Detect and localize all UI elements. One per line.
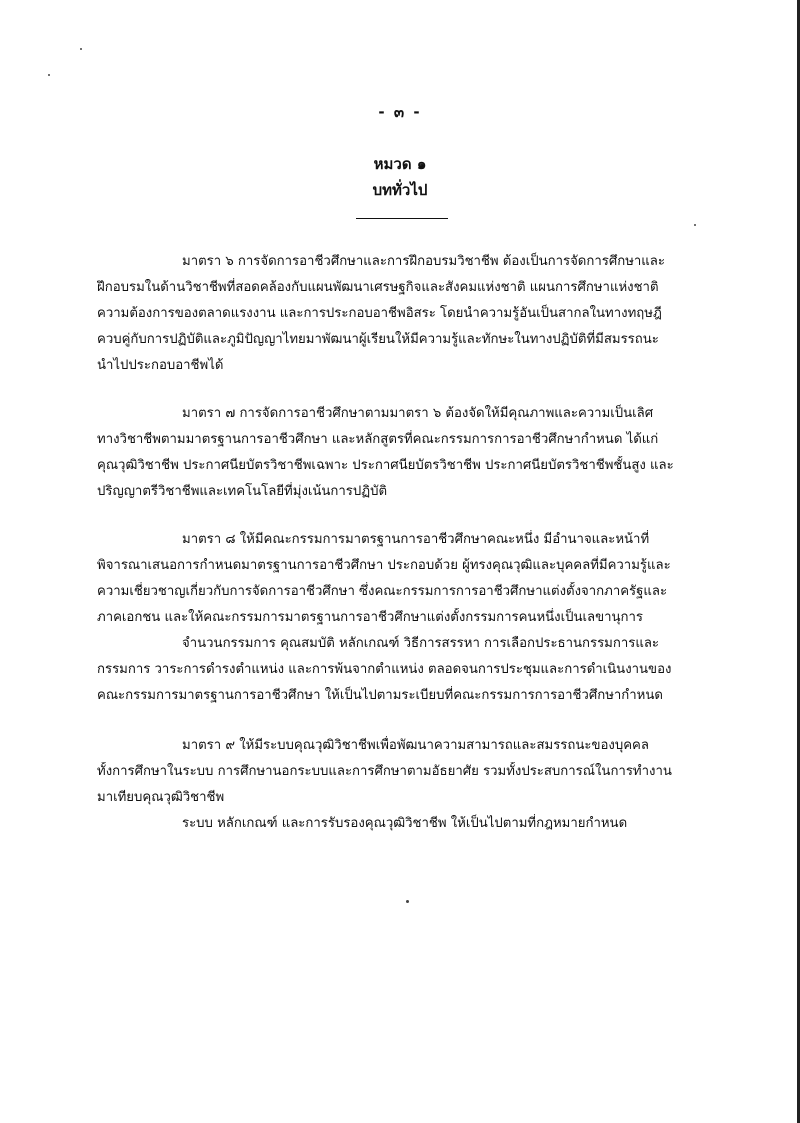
title-divider bbox=[356, 218, 448, 219]
section-8-line: ความเชี่ยวชาญเกี่ยวกับการจัดการอาชีวศึกษา ซึ่งคณะกรรมการการอาชีวศึกษาแต่งตั้งจากภาครัฐและ bbox=[97, 584, 668, 599]
scan-speck bbox=[694, 224, 696, 226]
page-number: - ๓ - bbox=[378, 103, 422, 121]
section-6-line: ความต้องการของตลาดแรงงาน และการประกอบอาชีพอิสระ โดยนำความรู้อันเป็นสากลในทางทฤษฎี bbox=[97, 306, 662, 321]
section-9-line: มาเทียบคุณวุฒิวิชาชีพ bbox=[97, 790, 225, 805]
section-6-line: นำไปประกอบอาชีพได้ bbox=[97, 358, 224, 373]
section-9-line: มาตรา ๙ ให้มีระบบคุณวุฒิวิชาชีพเพื่อพัฒนาความสามารถและสมรรถนะของบุคคล bbox=[182, 738, 649, 753]
section-8-line: พิจารณาเสนอการกำหนดมาตรฐานการอาชีวศึกษา ประกอบด้วย ผู้ทรงคุณวุฒิและบุคคลที่มีความรู้และ bbox=[97, 558, 671, 573]
section-8-para2-line: คณะกรรมการมาตรฐานการอาชีวศึกษา ให้เป็นไปตามระเบียบที่คณะกรรมการการอาชีวศึกษากำหนด bbox=[97, 688, 663, 703]
section-9-para2-line: ระบบ หลักเกณฑ์ และการรับรองคุณวุฒิวิชาชีพ ให้เป็นไปตามที่กฎหมายกำหนด bbox=[182, 816, 628, 831]
section-7-line: มาตรา ๗ การจัดการอาชีวศึกษาตามมาตรา ๖ ต้องจัดให้มีคุณภาพและความเป็นเลิศ bbox=[182, 406, 654, 421]
chapter-subheading: บททั่วไป bbox=[372, 181, 428, 199]
section-8-para2-line: กรรมการ วาระการดำรงตำแหน่ง และการพ้นจากตำแหน่ง ตลอดจนการประชุมและการดำเนินงานของ bbox=[97, 662, 672, 677]
section-6-line: มาตรา ๖ การจัดการอาชีวศึกษาและการฝึกอบรมวิชาชีพ ต้องเป็นการจัดการศึกษาและ bbox=[182, 254, 665, 269]
chapter-heading: หมวด ๑ bbox=[373, 155, 427, 173]
scan-speck bbox=[80, 48, 82, 50]
section-7-line: ทางวิชาชีพตามมาตรฐานการอาชีวศึกษา และหลักสูตรที่คณะกรรมการการอาชีวศึกษากำหนด ได้แก่ bbox=[97, 432, 659, 447]
section-8-para2-line: จำนวนกรรมการ คุณสมบัติ หลักเกณฑ์ วิธีการสรรหา การเลือกประธานกรรมการและ bbox=[182, 636, 660, 651]
scan-speck bbox=[406, 900, 409, 903]
section-7-line: ปริญญาตรีวิชาชีพและเทคโนโลยีที่มุ่งเน้นการปฏิบัติ bbox=[97, 484, 388, 499]
section-8-line: ภาคเอกชน และให้คณะกรรมการมาตรฐานการอาชีวศึกษาแต่งตั้งกรรมการคนหนึ่งเป็นเลขานุการ bbox=[97, 610, 643, 625]
scan-speck bbox=[48, 74, 50, 76]
section-7-line: คุณวุฒิวิชาชีพ ประกาศนียบัตรวิชาชีพเฉพาะ ประกาศนียบัตรวิชาชีพ ประกาศนียบัตรวิชาชีพชั้นสูง และ bbox=[97, 458, 674, 473]
section-6-line: ควบคู่กับการปฏิบัติและภูมิปัญญาไทยมาพัฒนาผู้เรียนให้มีความรู้และทักษะในทางปฏิบัติที่มีสมรรถนะ bbox=[97, 332, 659, 347]
section-6-line: ฝึกอบรมในด้านวิชาชีพที่สอดคล้องกับแผนพัฒนาเศรษฐกิจและสังคมแห่งชาติ แผนการศึกษาแห่งชาติ bbox=[97, 280, 659, 295]
section-8-line: มาตรา ๘ ให้มีคณะกรรมการมาตรฐานการอาชีวศึกษาคณะหนึ่ง มีอำนาจและหน้าที่ bbox=[182, 532, 650, 547]
section-9-line: ทั้งการศึกษาในระบบ การศึกษานอกระบบและการศึกษาตามอัธยาศัย รวมทั้งประสบการณ์ในการทำงาน bbox=[97, 764, 672, 779]
